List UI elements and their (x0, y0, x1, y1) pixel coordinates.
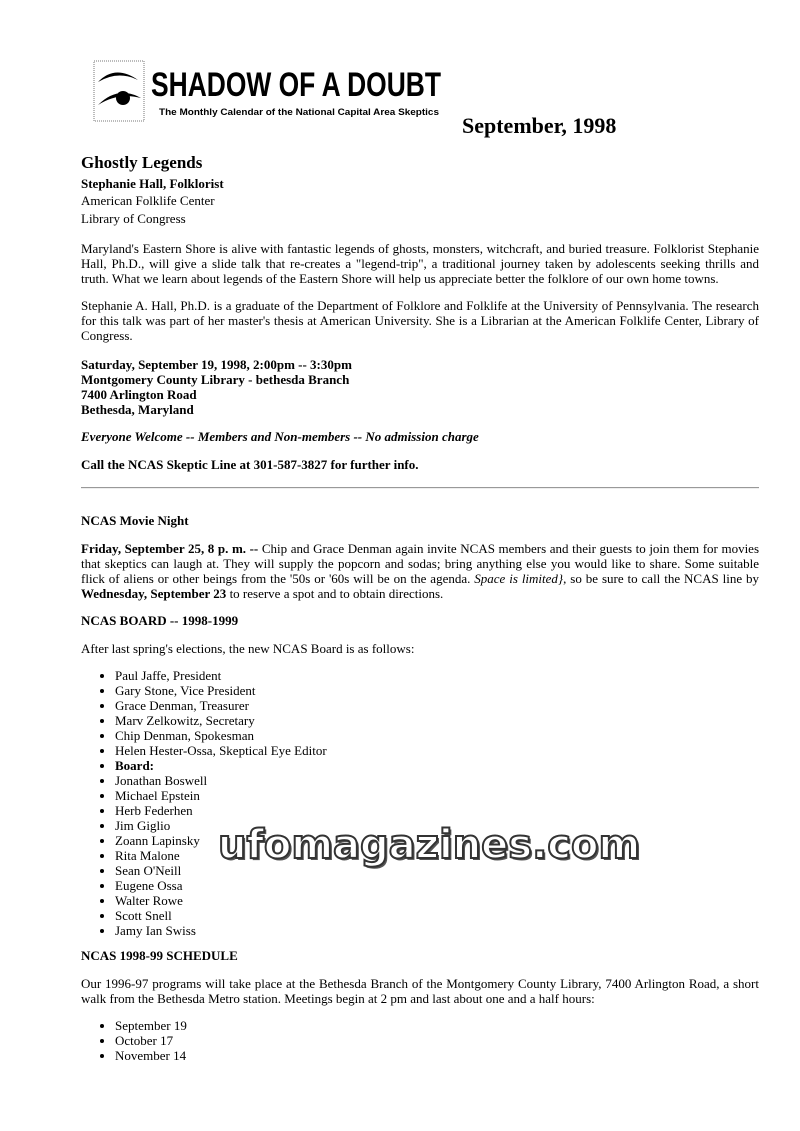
schedule-list (81, 1018, 759, 1063)
movie-text-2: , so be sure to call the NCAS line by (563, 571, 759, 586)
event-city: Bethesda, Maryland (81, 402, 194, 417)
movie-text-1: Chip and Grace Denman again invite NCAS members and their guests to join them for movies that skeptics can laugh at. They will supply the popcorn and sodas; bring anything else you would like to share. Some suitable flick of aliens or other beings from the '50s or '60s will be on the agenda. (81, 541, 760, 586)
svg-text:SHADOW OF A DOUBT: SHADOW OF A DOUBT (151, 66, 442, 104)
board-member: • Walter Rowe (115, 893, 759, 908)
board-member: • Jim Giglio (115, 818, 759, 833)
speaker-org-2: Library of Congress (81, 211, 186, 226)
issue-date: September, 1998 (462, 113, 617, 138)
movie-heading: NCAS Movie Night (81, 513, 189, 528)
board-member: • Jamy Ian Swiss (115, 923, 759, 938)
board-member: • Eugene Ossa (115, 878, 759, 893)
watermark: ufomagazines.com (218, 822, 641, 868)
board-member: • Chip Denman, Spokesman (115, 728, 759, 743)
board-member: • Gary Stone, Vice President (115, 683, 759, 698)
welcome-note: Everyone Welcome -- Members and Non-members -- No admission charge (81, 429, 479, 444)
movie-text (81, 541, 759, 601)
talk-title: Ghostly Legends (81, 153, 203, 172)
event-details (81, 357, 759, 417)
board-member: • Sean O'Neill (115, 863, 759, 878)
board-member: • Rita Malone (115, 848, 759, 863)
movie-note: Space is limited} (474, 571, 564, 586)
event-where: Montgomery County Library - bethesda Branch (81, 372, 350, 387)
board-member: • Grace Denman, Treasurer (115, 698, 759, 713)
talk-description: Maryland's Eastern Shore is alive with fantastic legends of ghosts, monsters, witchcraft, and buried treasure. Folklorist Stephanie Hall, Ph.D., will give a slide talk that re-creates a "legend-trip", a traditional journey taken by adolescents seeking thrills and truth. What we learn about legends of the Eastern Shore will help us appreciate better the folklore of our own home towns. (81, 241, 759, 286)
movie-date: Friday, September 25, 8 p. m. -- (81, 541, 259, 556)
shadow-of-a-doubt-logo (93, 60, 449, 122)
schedule-text: Our 1996-97 programs will take place at the Bethesda Branch of the Montgomery County Library, 7400 Arlington Road, a short walk from the Bethesda Metro station. Meetings begin at 2 pm and last about one and a half hours: (81, 976, 759, 1006)
speaker-bio: Stephanie A. Hall, Ph.D. is a graduate of the Department of Folklore and Folklife at the University of Pennsylvania. The research for this talk was part of her master's thesis at American University. She is a Librarian at the American Folklife Center, Library of Congress. (81, 298, 759, 343)
svg-text:The Monthly Calendar of the Na: The Monthly Calendar of the National Capital Area Skeptics (159, 107, 439, 118)
board-heading: NCAS BOARD -- 1998-1999 (81, 613, 239, 628)
speaker: Stephanie Hall, Folklorist (81, 176, 224, 191)
board-member: • Jonathan Boswell (115, 773, 759, 788)
board-member: • Paul Jaffe, President (115, 668, 759, 683)
board-list (81, 668, 759, 938)
event-when: Saturday, September 19, 1998, 2:00pm -- 3:30pm (81, 357, 352, 372)
board-member: • Board: (115, 758, 759, 773)
speaker-org: American Folklife Center (81, 193, 215, 208)
board-member: • Helen Hester-Ossa, Skeptical Eye Editor (115, 743, 759, 758)
board-member: • Scott Snell (115, 908, 759, 923)
call-info: Call the NCAS Skeptic Line at 301-587-3827 for further info. (81, 457, 419, 472)
board-member: • Marv Zelkowitz, Secretary (115, 713, 759, 728)
rsvp-date: Wednesday, September 23 (81, 586, 227, 601)
meeting-date: • September 19 (115, 1018, 759, 1033)
meeting-date: • October 17 (115, 1033, 759, 1048)
meeting-date: • November 14 (115, 1048, 759, 1063)
event-address: 7400 Arlington Road (81, 387, 197, 402)
board-member: • Michael Epstein (115, 788, 759, 803)
movie-text-3: to reserve a spot and to obtain directions. (226, 586, 444, 601)
board-intro: After last spring's elections, the new NCAS Board is as follows: (81, 641, 415, 656)
schedule-heading: NCAS 1998-99 SCHEDULE (81, 948, 238, 963)
board-member: • Zoann Lapinsky (115, 833, 759, 848)
section-divider (81, 487, 759, 489)
board-member: • Herb Federhen (115, 803, 759, 818)
